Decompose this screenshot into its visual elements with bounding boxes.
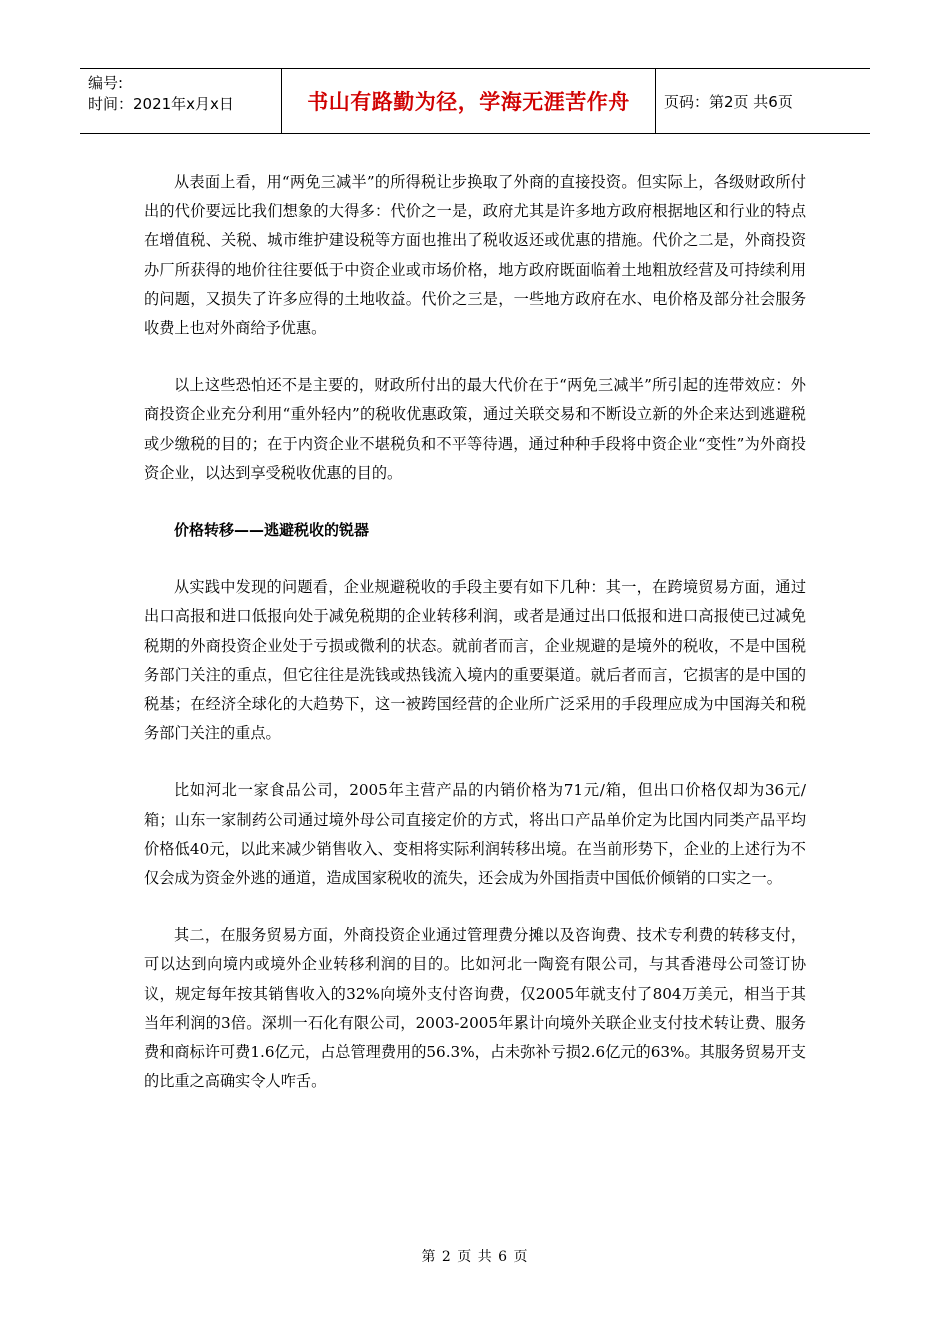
paragraph: 比如河北一家食品公司，2005年主营产品的内销价格为71元/箱，但出口价格仅却为36元/箱；山东一家制药公司通过境外母公司直接定价的方式，将出口产品单价定为比国内同类产品平均价格低40元，以此来减少销售收入、变相将实际利润转移出境。在当前形势下，企业的上述行为不仅会成为资金外逃的通道，造成国家税收的流失，还会成为外国指责中国低价倾销的口实之一。 bbox=[144, 781, 806, 888]
header-page-info: 页码：第2页 共6页 bbox=[664, 92, 793, 111]
section-heading: 价格转移——逃避税收的锐器 bbox=[174, 521, 370, 540]
paragraph: 以上这些恐怕还不是主要的，财政所付出的最大代价在于“两免三减半”所引起的连带效应：外商投资企业充分利用“重外轻内”的税收优惠政策，通过关联交易和不断设立新的外企来达到逃避税或少缴税的目的；在于内资企业不堪税负和不平等待遇，通过种种手段将中资企业“变性”为外商投资企业，以达到享受税收优惠的目的。 bbox=[144, 376, 806, 482]
page-footer: 第 2 页 共 6 页 bbox=[421, 1249, 529, 1265]
document-number-label: 编号: bbox=[88, 74, 124, 92]
page-header bbox=[80, 68, 870, 134]
document-date: 时间：2021年x月x日 bbox=[88, 95, 234, 113]
header-motto: 书山有路勤为径，学海无涯苦作舟 bbox=[282, 69, 656, 133]
document-body bbox=[144, 168, 806, 1124]
paragraph: 其二，在服务贸易方面，外商投资企业通过管理费分摊以及咨询费、技术专利费的转移支付，可以达到向境内或境外企业转移利润的目的。比如河北一陶瓷有限公司，与其香港母公司签订协议，规定每年按其销售收入的32%向境外支付咨询费，仅2005年就支付了804万美元，相当于其当年利润的3倍。深圳一石化有限公司，2003-2005年累计向境外关联企业支付技术转让费、服务费和商标许可费1.6亿元，占总管理费用的56.3%，占未弥补亏损2.6亿元的63%。其服务贸易开支的比重之高确实令人咋舌。 bbox=[144, 926, 806, 1091]
paragraph: 从表面上看，用“两免三减半”的所得税让步换取了外商的直接投资。但实际上，各级财政所付出的代价要远比我们想象的大得多：代价之一是，政府尤其是许多地方政府根据地区和行业的特点在增值税、关税、城市维护建设税等方面也推出了税收返还或优惠的措施。代价之二是，外商投资办厂所获得的地价往往要低于中资企业或市场价格，地方政府既面临着土地粗放经营及可持续利用的问题，又损失了许多应得的土地收益。代价之三是，一些地方政府在水、电价格及部分社会服务收费上也对外商给予优惠。 bbox=[144, 173, 806, 338]
header-meta bbox=[80, 69, 282, 133]
paragraph: 从实践中发现的问题看，企业规避税收的手段主要有如下几种：其一，在跨境贸易方面，通过出口高报和进口低报向处于减免税期的企业转移利润，或者是通过出口低报和进口高报使已过减免税期的外商投资企业处于亏损或微利的状态。就前者而言，企业规避的是境外的税收，不是中国税务部门关注的重点，但它往往是洗钱或热钱流入境内的重要渠道。就后者而言，它损害的是中国的税基；在经济全球化的大趋势下，这一被跨国经营的企业所广泛采用的手段理应成为中国海关和税务部门关注的重点。 bbox=[144, 578, 806, 743]
